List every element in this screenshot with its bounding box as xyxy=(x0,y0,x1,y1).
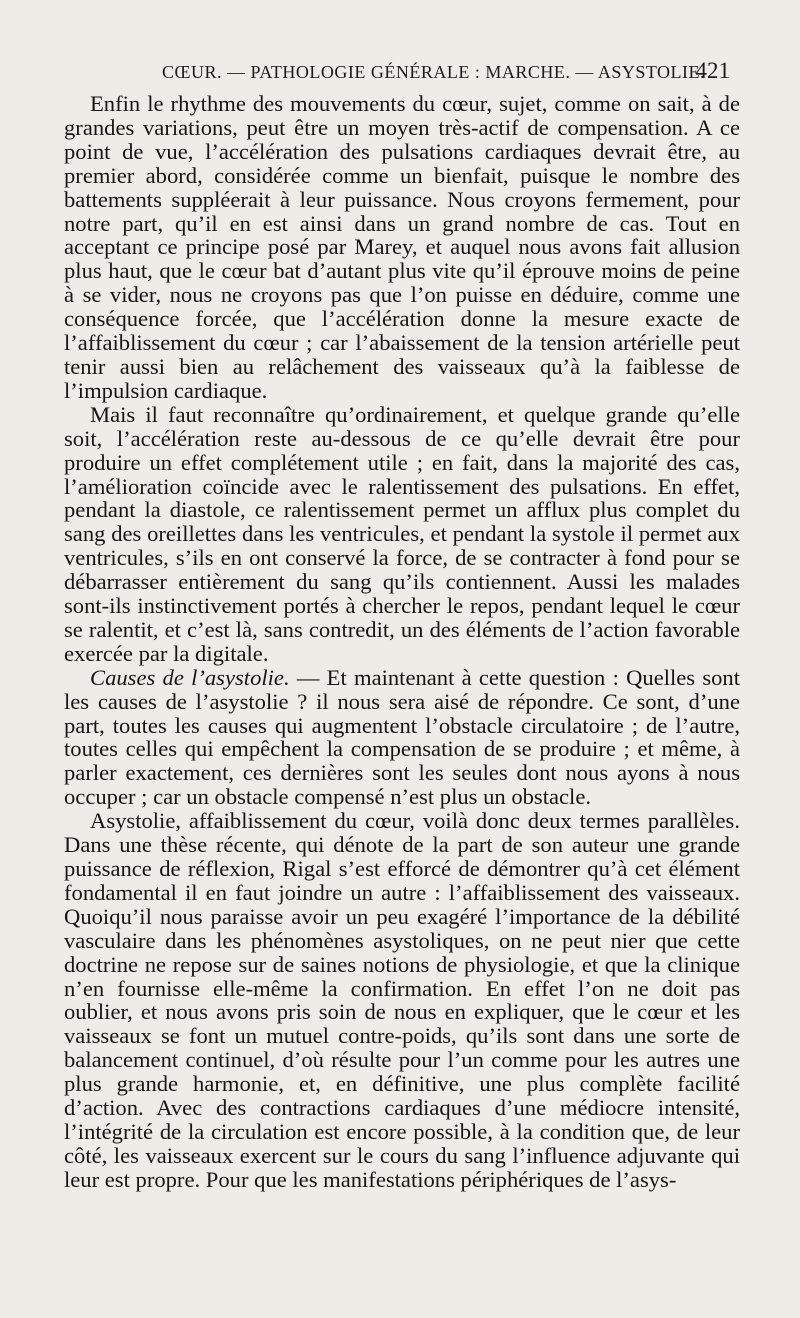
paragraph-3 xyxy=(64,666,740,809)
running-title: CŒUR. — PATHOLOGIE GÉNÉRALE : MARCHE. — ASYSTOLIE. xyxy=(162,62,706,82)
paragraph-3-text: — Et maintenant à cette question : Quelles sont les causes de l’asystolie ? il nous sera aisé de répondre. Ce sont, d’une part, toutes les causes qui augmentent l’obstacle circulatoire ; de l’autre, toutes celles qui empêchent la compensation de se produire ; et même, à parler exactement, ces dernières sont les seules dont nous ayons à nous occuper ; car un obstacle compensé n’est plus un obstacle. xyxy=(64,664,741,810)
page-header xyxy=(70,58,738,92)
body-text xyxy=(64,92,740,1192)
paragraph-2: Mais il faut reconnaître qu’ordinairement, et quelque grande qu’elle soit, l’accélération reste au-dessous de ce qu’elle devrait être pour produire un effet complétement utile ; en fait, dans la majorité des cas, l’amélioration coïncide avec le ralentissement des pulsations. En effet, pendant la diastole, ce ralentissement permet un afflux plus complet du sang des oreillettes dans les ventricules, et pendant la systole il permet aux ventricules, s’ils en ont conservé la force, de se contracter à fond pour se débarrasser entièrement du sang qu’ils contiennent. Aussi les malades sont-ils instinctivement portés à chercher le repos, pendant lequel le cœur se ralentit, et c’est là, sans contredit, un des éléments de l’action favorable exercée par la digitale. xyxy=(64,401,740,666)
paragraph-4: Asystolie, affaiblissement du cœur, voilà donc deux termes parallèles. Dans une thèse récente, qui dénote de la part de son auteur une grande puissance de réflexion, Rigal s’est efforcé de démontrer qu’à cet élément fondamental il en faut joindre un autre : l’affaiblissement des vaisseaux. Quoiqu’il nous paraisse avoir un peu exagéré l’importance de la débilité vasculaire dans les phénomènes asystoliques, on ne peut nier que cette doctrine ne repose sur de saines notions de physiologie, et que la clinique n’en fournisse elle-même la confirmation. En effet l’on ne doit pas oublier, et nous avons pris soin de nous en expliquer, que le cœur et les vaisseaux se font un mutuel contre-poids, qu’ils sont dans une sorte de balancement continuel, d’où résulte pour l’un comme pour les autres une plus grande harmonie, et, en définitive, une plus complète facilité d’action. Avec des contractions cardiaques d’une médiocre intensité, l’intégrité de la circulation est encore possible, à la condition que, de leur côté, les vaisseaux exercent sur le cours du sang l’influence adjuvante qui leur est propre. Pour que les manifestations périphériques de l’asys- xyxy=(64,808,740,1192)
paragraph-1: Enfin le rhythme des mouvements du cœur, sujet, comme on sait, à de grandes variations, peut être un moyen très-actif de compensation. A ce point de vue, l’accélération des pulsations cardiaques devrait être, au premier abord, considérée comme un bienfait, puisque le nombre des battements suppléerait à leur puissance. Nous croyons fermement, pour notre part, qu’il en est ainsi dans un grand nombre de cas. Tout en acceptant ce principe posé par Marey, et auquel nous avons fait allusion plus haut, que le cœur bat d’autant plus vite qu’il éprouve moins de peine à se vider, nous ne croyons pas que l’on puisse en déduire, comme une conséquence forcée, que l’accélération donne la mesure exacte de l’affaiblissement du cœur ; car l’abaissement de la tension artérielle peut tenir aussi bien au relâchement des vaisseaux qu’à la faiblesse de l’impulsion cardiaque. xyxy=(64,91,740,403)
page-number: 421 xyxy=(695,58,730,83)
section-heading-causes: Causes de l’asystolie. xyxy=(90,664,290,690)
